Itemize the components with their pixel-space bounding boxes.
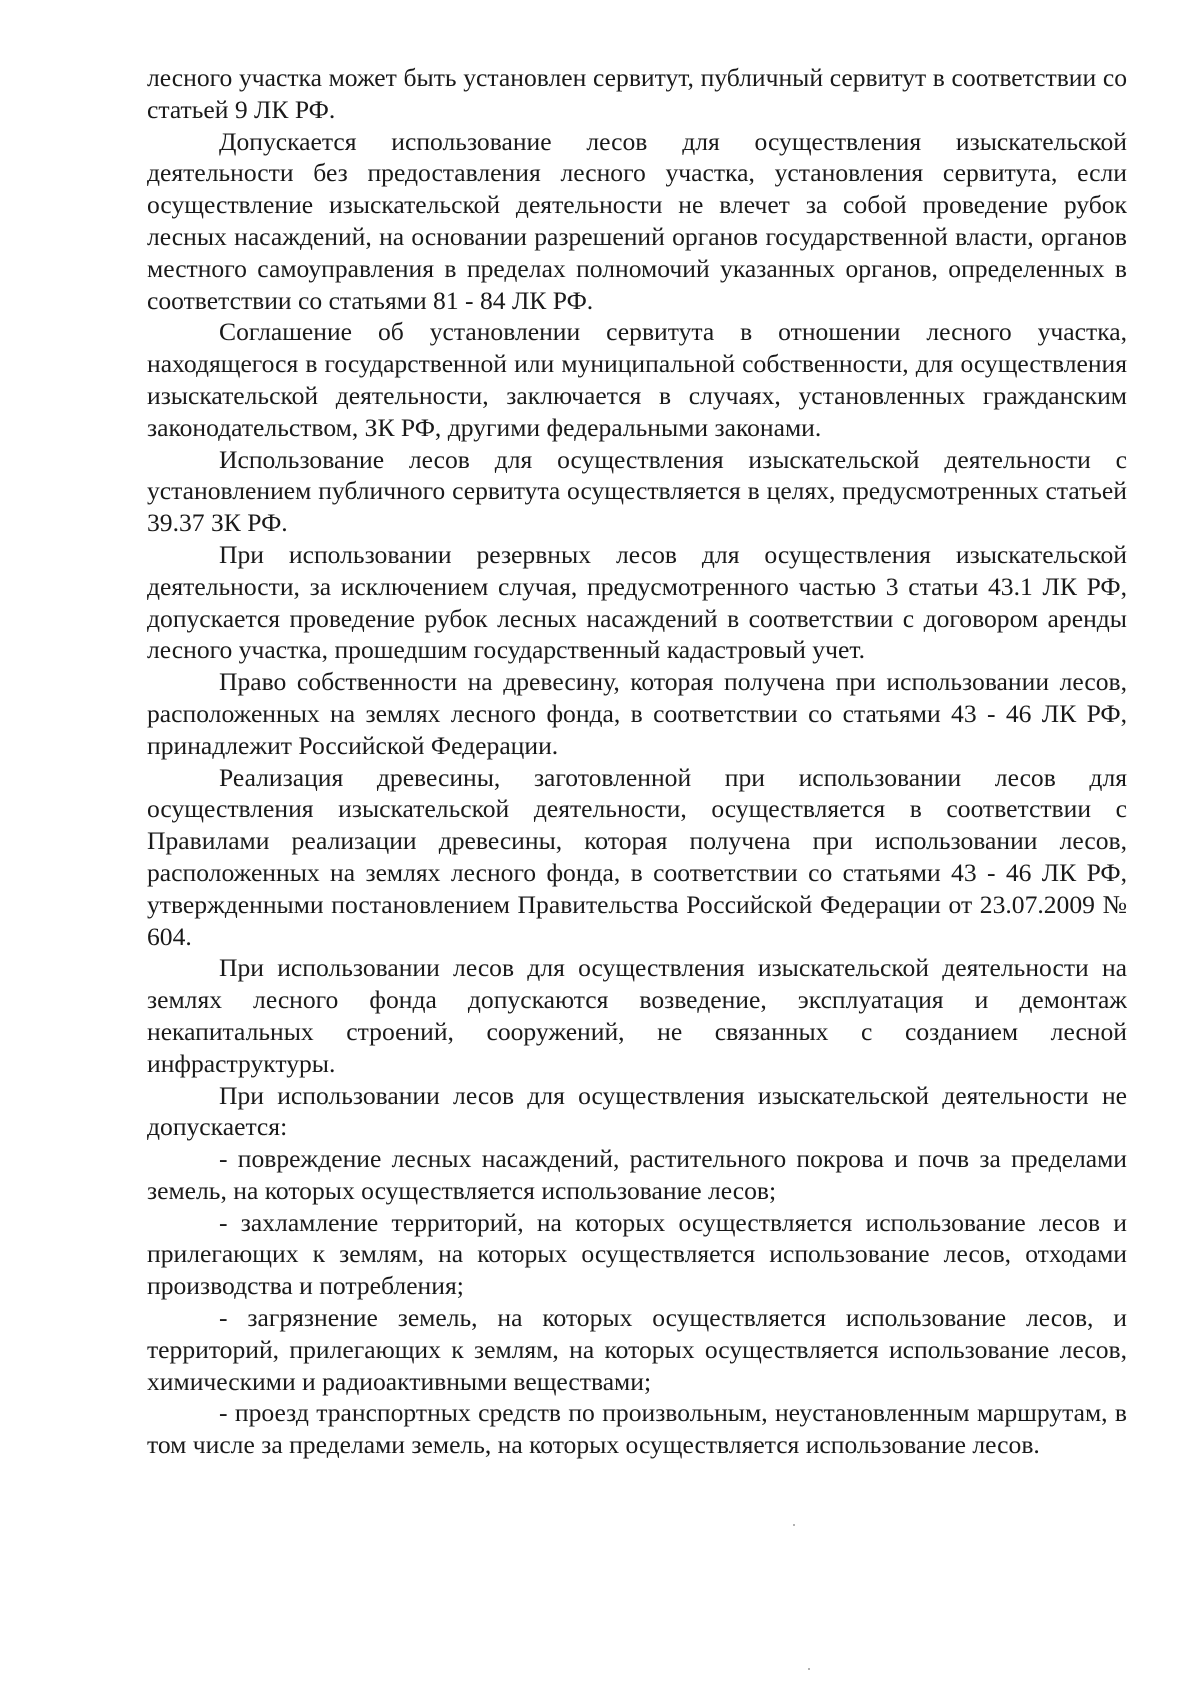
list-item-pollution: - загрязнение земель, на которых осуществляется использование лесов, и территорий, прилегающих к землям, на которых осуществляется использование лесов, химическими и радиоактивными веществами;: [147, 1303, 1127, 1396]
scan-speck: [793, 1524, 795, 1526]
paragraph-prohibitions-intro: При использовании лесов для осуществления изыскательской деятельности не допускается:: [147, 1080, 1127, 1142]
paragraph-wood-sale: Реализация древесины, заготовленной при использовании лесов для осуществления изыскательской деятельности, осуществляется в соответствии с Правилами реализации древесины, которая получена при использовании лесов, расположенных на землях лесного фонда, в соответствии со статьями 43 - 46 ЛК РФ, утвержденными постановлением Правительства Российской Федерации от 23.07.2009 № 604.: [147, 762, 1127, 951]
list-item-damage: - повреждение лесных насаждений, растительного покрова и почв за пределами земель, на которых осуществляется использование лесов;: [147, 1144, 1127, 1205]
paragraph-survey-without-plot: Допускается использование лесов для осуществления изыскательской деятельности без предоставления лесного участка, установления сервитута, если осуществление изыскательской деятельности не влечет за собой проведение рубок лесных насаждений, на основании разрешений органов государственной власти, органов местного самоуправления в пределах полномочий указанных органов, определенных в соответствии со статьями 81 - 84 ЛК РФ.: [147, 126, 1127, 315]
list-item-littering: - захламление территорий, на которых осуществляется использование лесов и прилегающих к землям, на которых осуществляется использование лесов, отходами производства и потребления;: [147, 1207, 1127, 1301]
list-item-vehicle-travel: - проезд транспортных средств по произвольным, неустановленным маршрутам, в том числе за пределами земель, на которых осуществляется использование лесов.: [147, 1398, 1127, 1460]
paragraph-public-servitude: Использование лесов для осуществления изыскательской деятельности с установлением публичного сервитута осуществляется в целях, предусмотренных статьей 39.37 ЗК РФ.: [147, 444, 1127, 538]
paragraph-continuation: лесного участка может быть установлен сервитут, публичный сервитут в соответствии со статьей 9 ЛК РФ.: [147, 63, 1127, 124]
document-body: [147, 62, 1127, 1461]
scan-speck: [808, 1668, 810, 1670]
paragraph-temporary-structures: При использовании лесов для осуществления изыскательской деятельности на землях лесного фонда допускаются возведение, эксплуатация и демонтаж некапитальных строений, сооружений, не связанных с созданием лесной инфраструктуры.: [147, 953, 1127, 1078]
paragraph-servitude-agreement: Соглашение об установлении сервитута в отношении лесного участка, находящегося в государственной или муниципальной собственности, для осуществления изыскательской деятельности, заключается в случаях, установленных гражданским законодательством, ЗК РФ, другими федеральными законами.: [147, 317, 1127, 442]
paragraph-wood-ownership: Право собственности на древесину, которая получена при использовании лесов, расположенных на землях лесного фонда, в соответствии со статьями 43 - 46 ЛК РФ, принадлежит Российской Федерации.: [147, 667, 1127, 760]
paragraph-reserve-forests: При использовании резервных лесов для осуществления изыскательской деятельности, за исключением случая, предусмотренного частью 3 статьи 43.1 ЛК РФ, допускается проведение рубок лесных насаждений в соответствии с договором аренды лесного участка, прошедшим государственный кадастровый учет.: [147, 539, 1127, 665]
